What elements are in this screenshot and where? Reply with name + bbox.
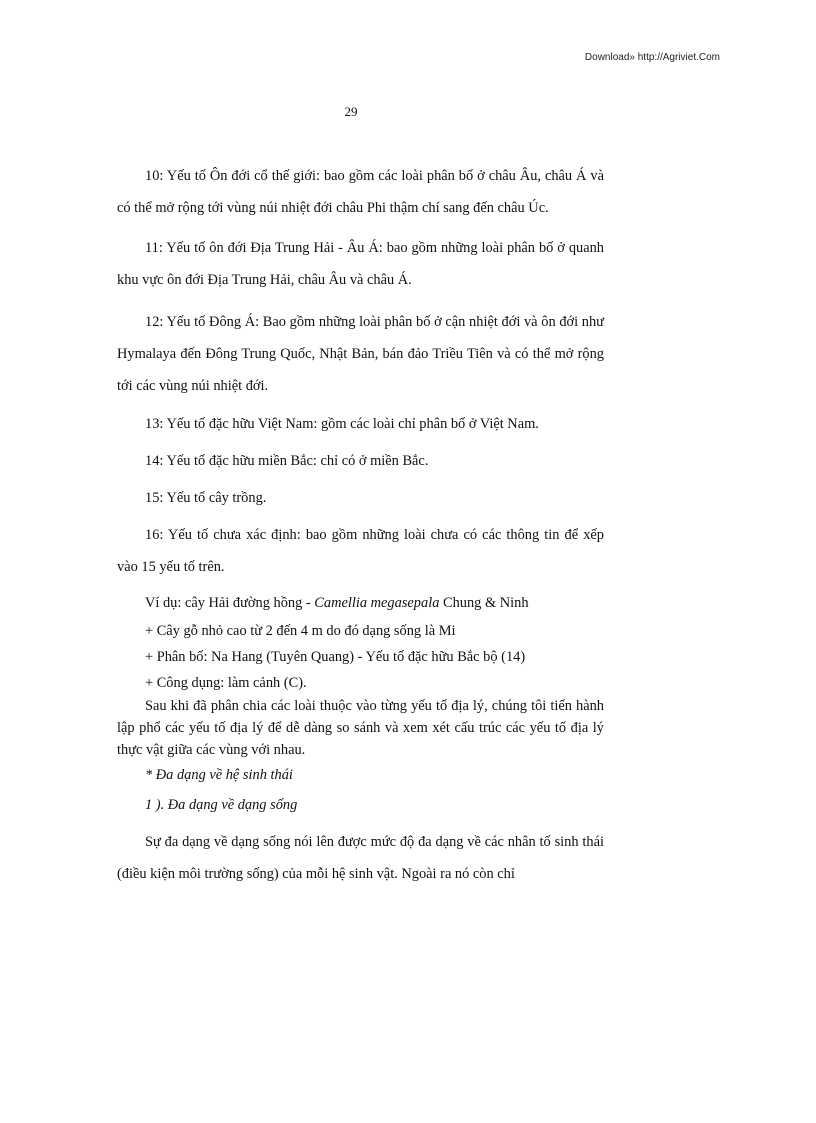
paragraph-11: 11: Yếu tố ôn đới Địa Trung Hải - Âu Á: bao gồm những loài phân bố ở quanh khu vực ôn đới Địa Trung Hải, châu Âu và châu Á. xyxy=(117,240,604,288)
page-number: 29 xyxy=(344,104,358,119)
heading-lifeform-diversity: 1 ). Đa dạng về dạng sống xyxy=(145,797,298,813)
bullet-lifeform: + Cây gỗ nhỏ cao từ 2 đến 4 m do đó dạng sống là Mi xyxy=(145,623,456,639)
heading-ecosystem-diversity: * Đa dạng về hệ sinh thái xyxy=(145,767,293,783)
example-line xyxy=(117,593,604,613)
paragraph-15: 15: Yếu tố cây trồng. xyxy=(145,490,267,506)
bullet-usage: + Công dụng: làm cảnh (C). xyxy=(145,675,307,691)
paragraph-lifeform: Sự đa dạng về dạng sống nói lên được mức độ đa dạng về các nhân tố sinh thái (điều kiện môi trường sống) của mỗi hệ sinh vật. Ngoài ra nó còn chỉ xyxy=(117,834,604,882)
example-suffix: Chung & Ninh xyxy=(439,595,529,611)
download-link[interactable]: Download» http://Agriviet.Com xyxy=(584,52,720,63)
paragraph-after-example: Sau khi đã phân chia các loài thuộc vào từng yếu tố địa lý, chúng tôi tiến hành lập phổ các yếu tố địa lý để dễ dàng so sánh và xem xét cấu trúc các yếu tố địa lý thực vật giữa các vùng với nhau. xyxy=(117,698,604,758)
paragraph-14: 14: Yếu tố đặc hữu miền Bắc: chỉ có ở miền Bắc. xyxy=(145,453,429,469)
bullet-distribution: + Phân bố: Na Hang (Tuyên Quang) - Yếu tố đặc hữu Bắc bộ (14) xyxy=(145,649,526,665)
paragraph-16: 16: Yếu tố chưa xác định: bao gồm những loài chưa có các thông tin để xếp vào 15 yếu tố trên. xyxy=(117,527,604,575)
paragraph-10: 10: Yếu tố Ôn đới cổ thế giới: bao gồm các loài phân bố ở châu Âu, châu Á và có thể mở rộng tới vùng núi nhiệt đới châu Phi thậm chí sang đến châu Úc. xyxy=(117,168,604,216)
page-content xyxy=(117,160,604,890)
paragraph-12: 12: Yếu tố Đông Á: Bao gồm những loài phân bố ở cận nhiệt đới và ôn đới như Hymalaya đến Đông Trung Quốc, Nhật Bản, bán đảo Triều Tiên và có thể mở rộng tới các vùng núi nhiệt đới. xyxy=(117,314,604,394)
paragraph-13: 13: Yếu tố đặc hữu Việt Nam: gồm các loài chỉ phân bố ở Việt Nam. xyxy=(145,416,539,432)
example-prefix: Ví dụ: cây Hải đường hồng - xyxy=(145,595,315,611)
example-species: Camellia megasepala xyxy=(314,595,440,611)
